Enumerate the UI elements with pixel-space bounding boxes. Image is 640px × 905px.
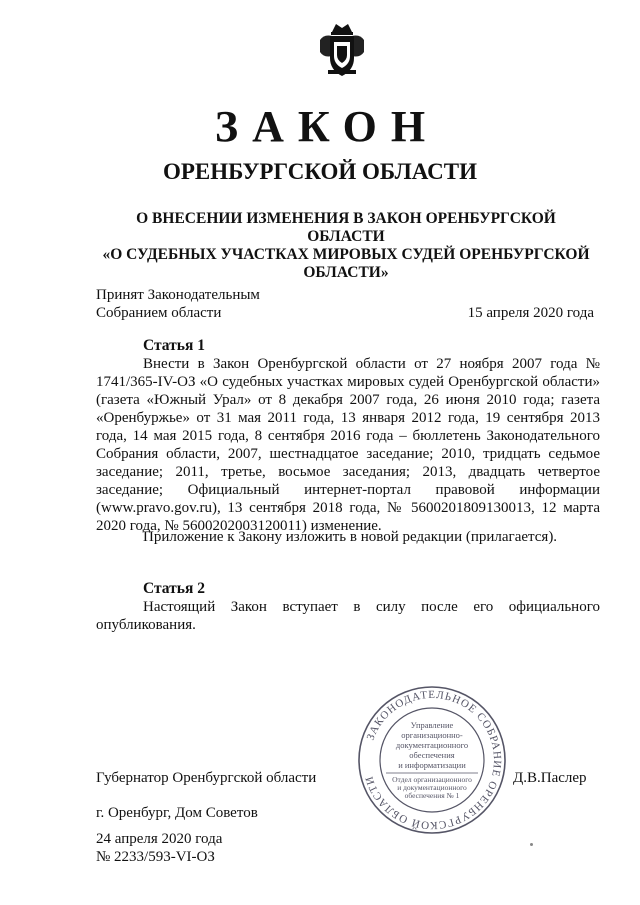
adoption-line: Принят Законодательным bbox=[96, 287, 260, 303]
article-2-title: Статья 2 bbox=[143, 580, 205, 597]
adoption-line: Собранием области bbox=[96, 305, 222, 321]
article-1-paragraph-1: Внести в Закон Оренбургской области от 27 ноября 2007 года № 1741/365-IV-ОЗ «О судебных участках мировых судей Оренбургской области» (газета «Южный Урал» от 8 декабря 2007 года, 26 июня 2010 года; газета «Оренбуржье» от 31 мая 2011 года, 13 января 2012 года, 19 сентября 2013 года, 14 мая 2015 года, 8 сентября 2016 года – бюллетень Законодательного Собрания области, 2007, шестнадцатое заседание; 2010, тридцать седьмое заседание; 2011, третье, восьмое заседания; 2013, двадцать четвертое заседание; Официальный интернет-портал правовой информации (www.pravo.gov.ru), 13 сентября 2018 года, № 5600201809130013, 12 марта 2020 года, № 5600202003120011) изменение. bbox=[96, 356, 600, 534]
signing-date: 24 апреля 2020 года bbox=[96, 831, 223, 847]
stamp-line: Управление bbox=[410, 720, 454, 730]
adoption-date: 15 апреля 2020 года bbox=[467, 305, 594, 321]
document-title: ЗАКОН bbox=[214, 102, 440, 151]
stamp-line: и документационного bbox=[397, 783, 467, 792]
article-1-title: Статья 1 bbox=[143, 337, 205, 354]
scan-speck bbox=[530, 843, 533, 846]
adoption-block bbox=[96, 286, 260, 322]
official-seal-stamp bbox=[356, 684, 508, 836]
document-region: ОРЕНБУРГСКОЙ ОБЛАСТИ bbox=[162, 159, 478, 184]
document-subject bbox=[96, 210, 596, 282]
stamp-line: организационно- bbox=[401, 730, 463, 740]
governor-name: Д.В.Паслер bbox=[513, 770, 587, 786]
stamp-line: Отдел организационного bbox=[392, 775, 472, 784]
article-2-paragraph-1: Настоящий Закон вступает в силу после его официального опубликования. bbox=[96, 599, 600, 633]
governor-title: Губернатор Оренбургской области bbox=[96, 770, 317, 786]
subject-line: ОБЛАСТИ» bbox=[303, 264, 389, 281]
stamp-outer-text: ЗАКОНОДАТЕЛЬНОЕ СОБРАНИЕ ОРЕНБУРГСКОЙ ОБЛАСТИ bbox=[363, 688, 504, 832]
stamp-line: документационного bbox=[395, 740, 469, 750]
coat-of-arms-icon bbox=[318, 22, 366, 78]
article-1-paragraph-2: Приложение к Закону изложить в новой редакции (прилагается). bbox=[143, 529, 558, 545]
stamp-line: обеспечения bbox=[409, 750, 455, 760]
stamp-line: и информатизации bbox=[398, 760, 466, 770]
stamp-line: обеспечения № 1 bbox=[404, 791, 460, 800]
subject-line: «О СУДЕБНЫХ УЧАСТКАХ МИРОВЫХ СУДЕЙ ОРЕНБУРГСКОЙ bbox=[102, 246, 590, 263]
subject-line: О ВНЕСЕНИИ ИЗМЕНЕНИЯ В ЗАКОН ОРЕНБУРГСКОЙ ОБЛАСТИ bbox=[136, 210, 556, 245]
signing-place: г. Оренбург, Дом Советов bbox=[96, 805, 258, 821]
law-number: № 2233/593-VI-ОЗ bbox=[96, 849, 215, 865]
